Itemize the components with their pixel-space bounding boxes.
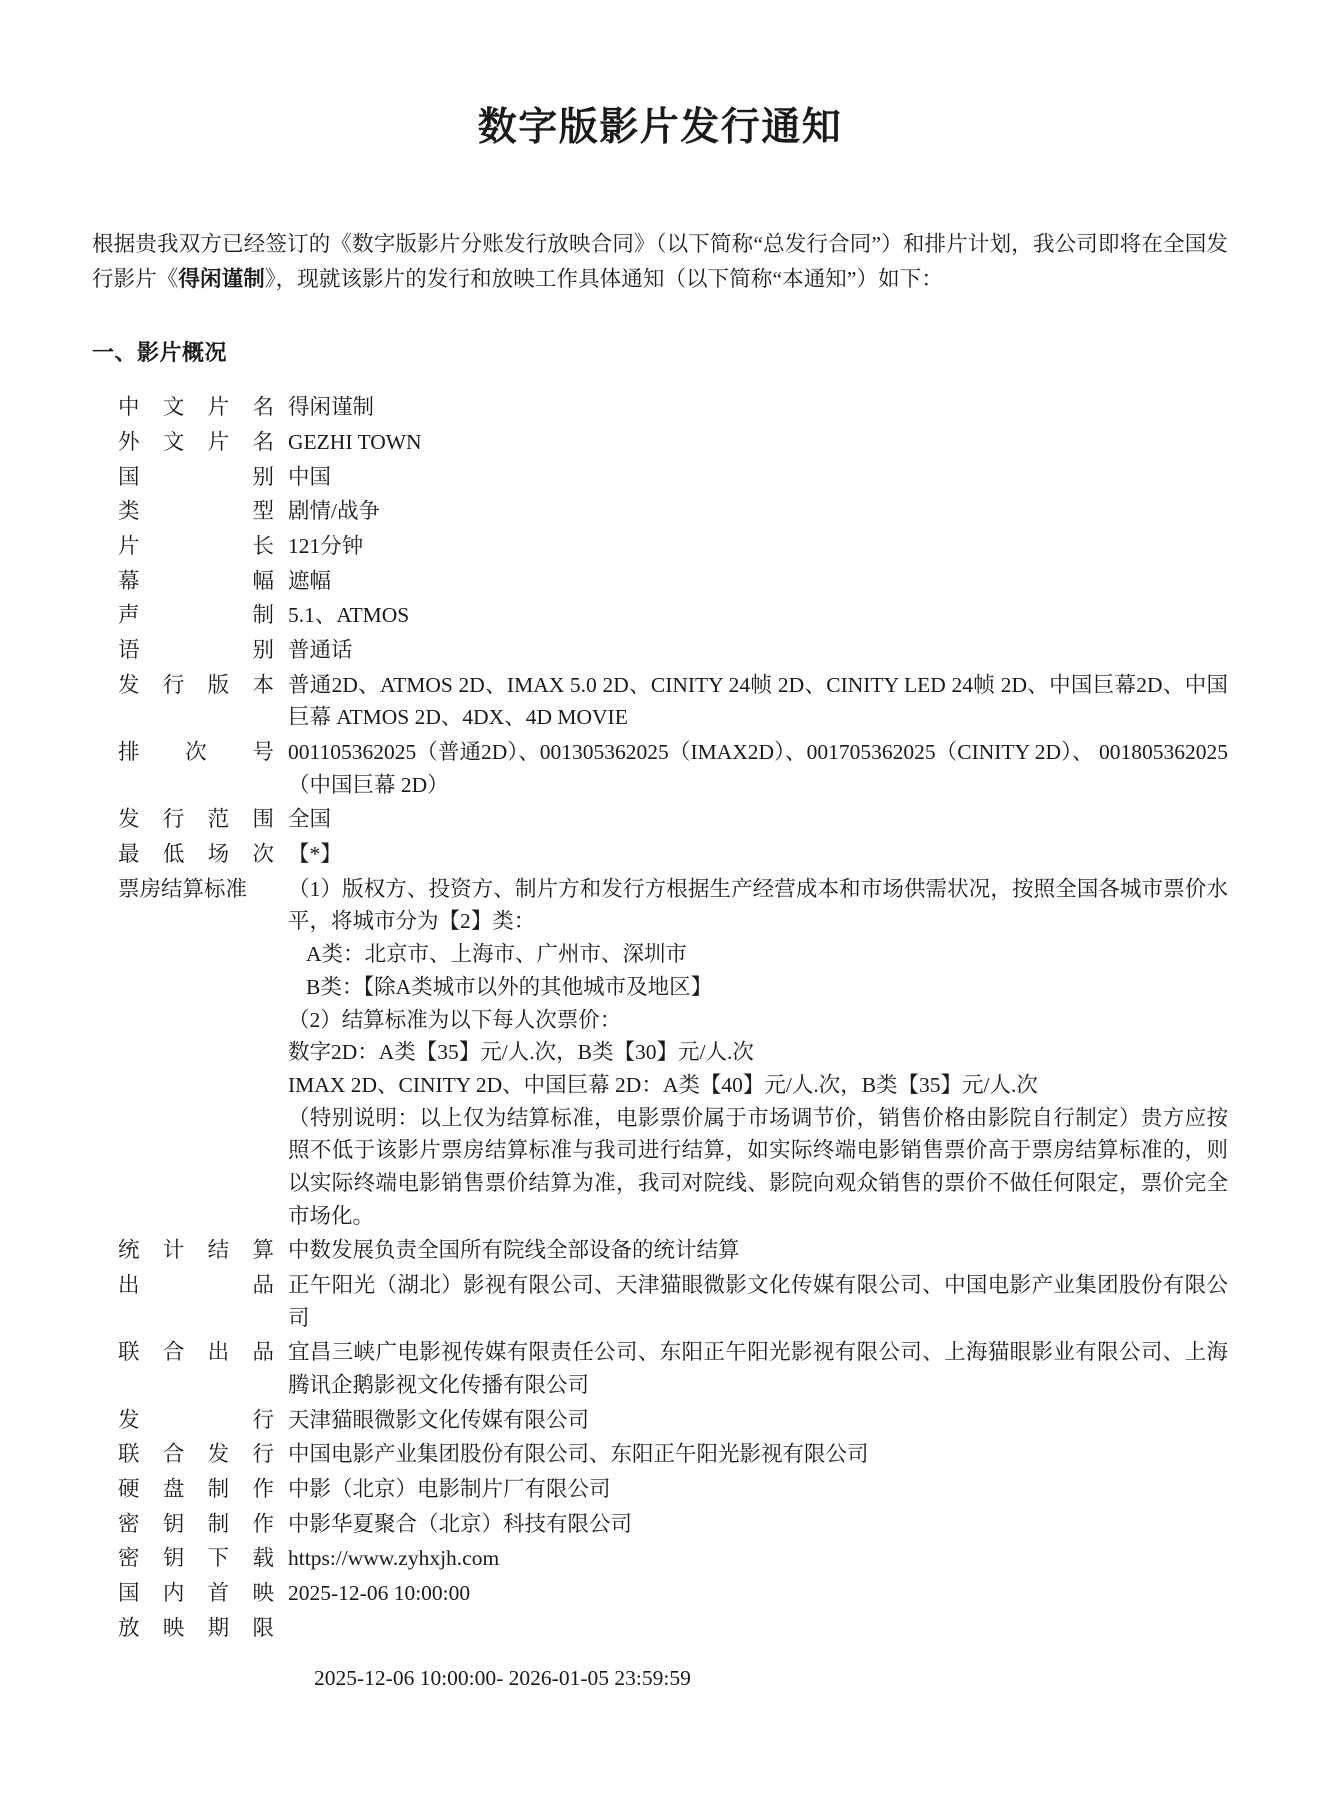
field-value-box-office-standard: [274, 873, 1228, 1232]
field-value-14: 宜昌三峡广电影视传媒有限责任公司、东阳正午阳光影视有限公司、上海猫眼影业有限公司、上海腾讯企鹅影视文化传播有限公司: [288, 1340, 1228, 1397]
field-row-10: [118, 803, 1228, 836]
field-label-1: 外文片名: [118, 430, 274, 455]
field-row-2: [118, 461, 1228, 494]
field-value-1: GEZHI TOWN: [288, 430, 422, 455]
field-value-10: 全国: [288, 807, 332, 832]
field-label-7: 语别: [118, 638, 274, 663]
field-label-5: 幕幅: [118, 568, 274, 593]
intro-paragraph: [92, 227, 1228, 297]
field-label-13: 出品: [118, 1272, 274, 1297]
field-row-12: [118, 1234, 1228, 1267]
field-row-19: [118, 1542, 1228, 1575]
field-value-2: 中国: [288, 464, 332, 489]
field-row-0: [118, 391, 1228, 424]
field-value-5: 遮幅: [288, 568, 332, 593]
field-value-18: 中影华夏聚合（北京）科技有限公司: [288, 1511, 633, 1536]
intro-text-segment: 》，现就该影片的发行和放映工作具体通知（以下简称“本通知”）如下：: [264, 266, 943, 291]
field-value-20: 2025-12-06 10:00:00: [288, 1580, 471, 1605]
field-row-box-office-standard: [118, 873, 1228, 1232]
field-label-3: 类型: [118, 499, 274, 524]
field-label-9: 排次号: [118, 740, 274, 765]
field-value-15: 天津猫眼微影文化传媒有限公司: [288, 1407, 590, 1432]
box-office-line-0: （1）版权方、投资方、制片方和发行方根据生产经营成本和市场供需状况，按照全国各城市票价水平，将城市分为【2】类：: [288, 876, 1228, 934]
field-row-5: [118, 565, 1228, 598]
field-row-21: [118, 1612, 1228, 1645]
field-row-18: [118, 1508, 1228, 1541]
field-row-17: [118, 1473, 1228, 1506]
field-label-20: 国内首映: [118, 1580, 274, 1605]
field-value-6: 5.1、ATMOS: [288, 603, 410, 628]
field-label-8: 发行版本: [118, 672, 274, 697]
field-value-7: 普通话: [288, 638, 353, 663]
field-row-14: [118, 1336, 1228, 1401]
field-value-13: 正午阳光（湖北）影视有限公司、天津猫眼微影文化传媒有限公司、中国电影产业集团股份有限公司: [288, 1272, 1228, 1330]
field-label-18: 密钥制作: [118, 1511, 274, 1536]
intro-text-segment: 根据贵我双方已经签订的《数字版影片分账发行放映合同》（以下简称“总发行合同”）和排片计划，我公司即将在全国发行影片《: [92, 231, 1228, 291]
field-label-14: 联合出品: [118, 1340, 274, 1365]
field-value-16: 中国电影产业集团股份有限公司、东阳正午阳光影视有限公司: [288, 1442, 869, 1467]
field-value-17: 中影（北京）电影制片厂有限公司: [288, 1476, 611, 1501]
field-row-13: [118, 1269, 1228, 1334]
field-value-8: 普通2D、ATMOS 2D、IMAX 5.0 2D、CINITY 24帧 2D、CINITY LED 24帧 2D、中国巨幕2D、中国巨幕 ATMOS 2D、4DX、4D MOVIE: [288, 672, 1228, 730]
field-value-0: 得闲谨制: [288, 395, 375, 420]
field-label-12: 统计结算: [118, 1238, 274, 1263]
field-label-6: 声制: [118, 603, 274, 628]
field-value-3: 剧情/战争: [288, 499, 380, 524]
field-row-11: [118, 838, 1228, 871]
box-office-line-4: 数字2D：A类【35】元/人.次，B类【30】元/人.次: [288, 1040, 754, 1065]
box-office-line-5: IMAX 2D、CINITY 2D、中国巨幕 2D：A类【40】元/人.次，B类【35】元/人.次: [288, 1072, 1038, 1097]
field-label-15: 发行: [118, 1407, 274, 1432]
field-label-4: 片长: [118, 534, 274, 559]
field-row-9: [118, 736, 1228, 801]
film-title-emphasis: 得闲谨制: [178, 266, 265, 291]
box-office-line-2: B类：【除A类城市以外的其他城市及地区】: [306, 974, 713, 999]
field-label-0: 中文片名: [118, 395, 274, 420]
field-label-21: 放映期限: [118, 1615, 274, 1640]
field-label-16: 联合发行: [118, 1442, 274, 1467]
field-value-4: 121分钟: [288, 534, 364, 559]
field-label-17: 硬盘制作: [118, 1476, 274, 1501]
field-value-19: https://www.zyhxjh.com: [288, 1546, 500, 1571]
field-value-9: 001105362025（普通2D）、001305362025（IMAX2D）、001705362025（CINITY 2D）、 001805362025（中国巨幕 2D）: [288, 740, 1228, 797]
field-value-12: 中数发展负责全国所有院线全部设备的统计结算: [288, 1238, 740, 1263]
field-row-16: [118, 1438, 1228, 1471]
box-office-line-6: （特别说明：以上仅为结算标准，电影票价属于市场调节价，销售价格由影院自行制定）贵方应按照不低于该影片票房结算标准与我司进行结算，如实际终端电影销售票价高于票房结算标准的，则以实际终端电影销售票价结算为准，我司对院线、影院向观众销售的票价不做任何限定，票价完全市场化。: [288, 1105, 1228, 1228]
field-label-box-office-standard: 票房结算标准: [118, 876, 248, 901]
field-label-10: 发行范围: [118, 807, 274, 832]
page-title: 数字版影片发行通知: [477, 106, 843, 149]
box-office-line-3: （2）结算标准为以下每人次票价：: [288, 1007, 622, 1032]
field-row-4: [118, 530, 1228, 563]
field-row-8: [118, 669, 1228, 734]
box-office-line-1: A类：北京市、上海市、广州市、深圳市: [306, 942, 688, 967]
field-row-15: [118, 1404, 1228, 1437]
section-heading-film-overview: 一、影片概况: [92, 340, 228, 366]
field-label-2: 国别: [118, 464, 274, 489]
field-value-11: 【*】: [288, 842, 342, 867]
field-row-7: [118, 634, 1228, 667]
film-info-field-list: [92, 391, 1228, 1695]
field-label-19: 密钥下载: [118, 1546, 274, 1571]
field-label-11: 最低场次: [118, 842, 274, 867]
field-row-1: [118, 426, 1228, 459]
field-row-20: [118, 1577, 1228, 1610]
field-row-6: [118, 599, 1228, 632]
screening-period-value: 2025-12-06 10:00:00- 2026-01-05 23:59:59: [314, 1666, 691, 1691]
field-row-3: [118, 495, 1228, 528]
